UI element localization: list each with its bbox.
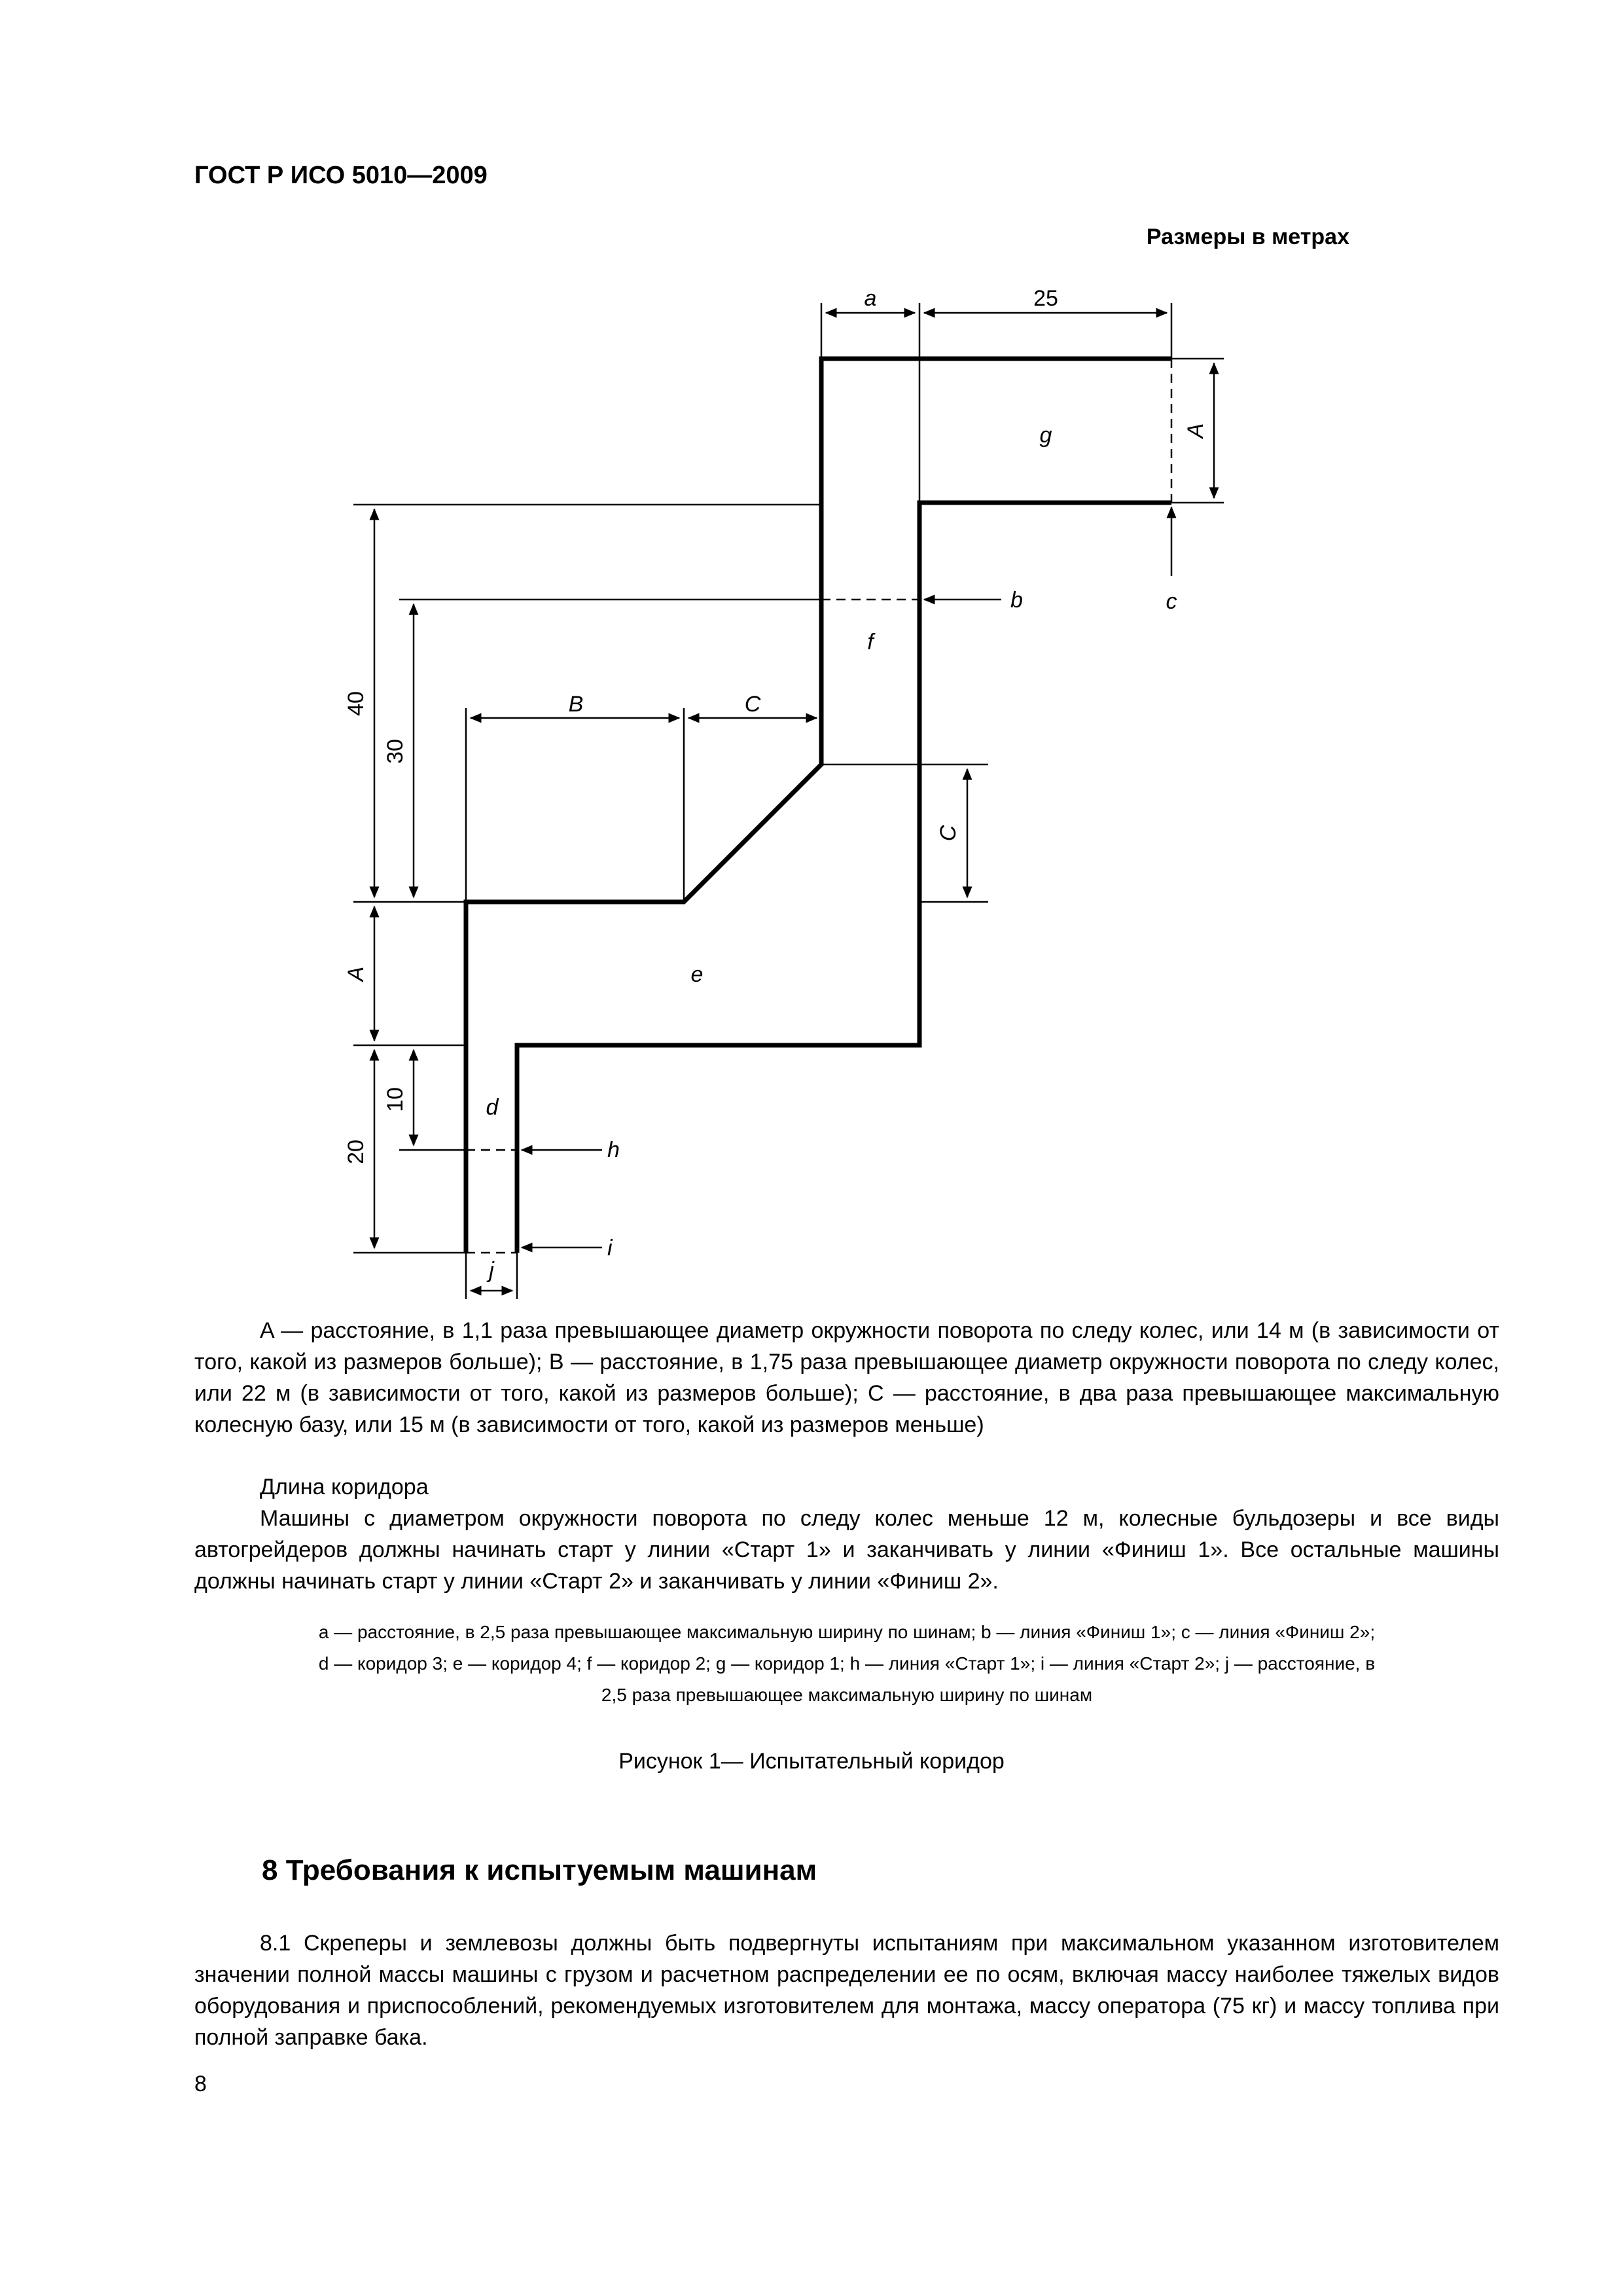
corridor-length-text: Машины с диаметром окружности поворота по следу колес меньше 12 м, колесные бульдозеры и все виды автогрейдеров должны начинать старт у линии «Старт 1» и заканчивать у линии «Финиш 1». Все остальные машины должны начинать старт у линии «Старт 2» и заканчивать у линии «Финиш 2». bbox=[194, 1506, 1499, 1594]
figure-key-line-1: a — расстояние, в 2,5 раза превышающее максимальную ширину по шинам; b — линия «Финиш 1»; c — линия «Финиш 2»; bbox=[318, 1622, 1376, 1642]
label-30: 30 bbox=[383, 739, 408, 764]
label-d: d bbox=[486, 1095, 499, 1120]
corridor-outline bbox=[466, 359, 1171, 1253]
paragraph-8-1: 8.1 Скреперы и землевозы должны быть подвергнуты испытаниям при максимальном указанном изготовителем значении полной массы машины с грузом и расчетном распределении ее по осям, включая массу наиболее тяжелых видов оборудования и приспособлений, рекомендуемых изготовителем для монтажа, массу оператора (75 кг) и массу топлива при полной заправке бака. bbox=[194, 1931, 1499, 2050]
label-j: j bbox=[489, 1258, 494, 1283]
label-25: 25 bbox=[1033, 286, 1058, 311]
corridor-left-wall bbox=[466, 359, 1171, 1253]
label-A-top: A bbox=[1183, 423, 1208, 439]
units-note: Размеры в метрах bbox=[1146, 224, 1349, 249]
label-f: f bbox=[867, 630, 874, 655]
figure-caption: Рисунок 1— Испытательный коридор bbox=[618, 1749, 1005, 1774]
label-10: 10 bbox=[383, 1087, 408, 1112]
corridor-length-title: Длина коридора bbox=[260, 1475, 429, 1499]
dashed-lines bbox=[466, 359, 1171, 1253]
figure-labels bbox=[344, 286, 1208, 1283]
label-C-vertical: C bbox=[936, 825, 961, 842]
label-b: b bbox=[1010, 588, 1023, 613]
figure-key-line-2: d — коридор 3; e — коридор 4; f — коридор 2; g — коридор 1; h — линия «Старт 1»; i — линия «Старт 2»; j — расстояние, в bbox=[318, 1653, 1376, 1674]
document-header: ГОСТ Р ИСО 5010—2009 bbox=[194, 162, 488, 189]
label-g: g bbox=[1039, 423, 1052, 448]
figure-legend: A — расстояние, в 1,1 раза превышающее диаметр окружности поворота по следу колес, или 14 м (в зависимости от того, какой из размеров больше); B — расстояние, в 1,75 раза превышающее диаметр окружности поворота по следу колес, или 22 м (в зависимости от того, какой из размеров больше); C — расстояние, в два раза превышающее максимальную колесную базу, или 15 м (в зависимости от того, какой из размеров меньше) bbox=[194, 1318, 1499, 1437]
label-A-left: A bbox=[344, 966, 368, 982]
label-20: 20 bbox=[344, 1139, 368, 1164]
page-number: 8 bbox=[194, 2072, 207, 2096]
label-C-horizontal: C bbox=[744, 692, 761, 717]
label-B: B bbox=[568, 692, 584, 717]
label-a: a bbox=[864, 286, 877, 311]
label-e: e bbox=[690, 962, 704, 987]
label-40: 40 bbox=[344, 691, 368, 716]
label-c: c bbox=[1166, 589, 1177, 614]
label-i: i bbox=[607, 1236, 613, 1261]
section-heading: 8 Требования к испытуемым машинам bbox=[262, 1854, 817, 1886]
label-h: h bbox=[607, 1138, 620, 1162]
dimension-lines bbox=[374, 313, 1214, 1291]
figure-key-line-3: 2,5 раза превышающее максимальную ширину по шинам bbox=[601, 1685, 1093, 1705]
